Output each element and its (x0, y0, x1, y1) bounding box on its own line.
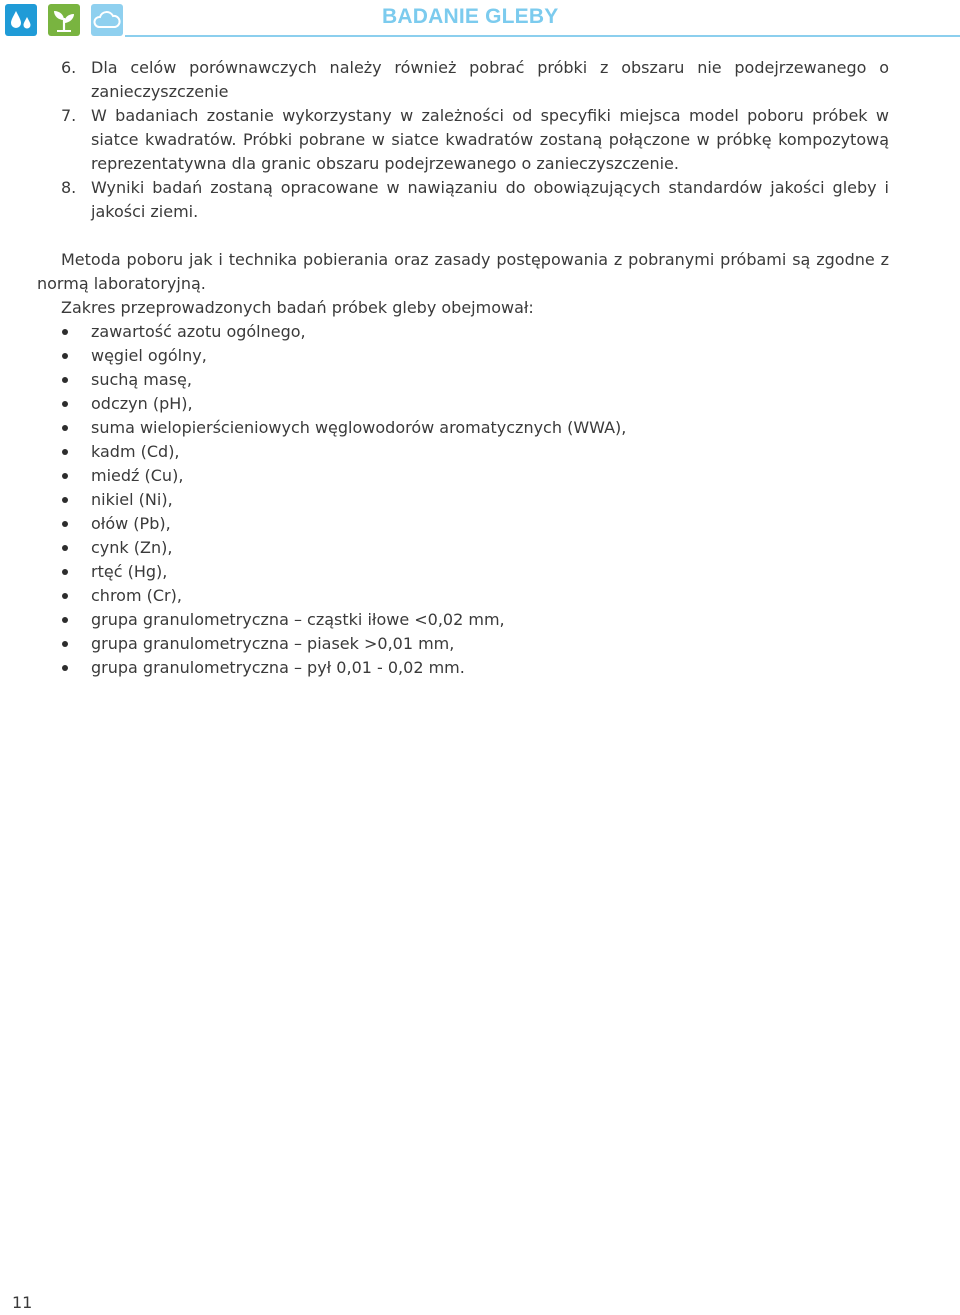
bullet-icon (62, 641, 68, 647)
list-item: odczyn (pH), (91, 394, 193, 413)
bullet-icon (62, 617, 68, 623)
list-item: kadm (Cd), (91, 442, 180, 461)
list-item: suchą masę, (91, 370, 192, 389)
header-divider (125, 35, 960, 37)
bullet-icon (62, 593, 68, 599)
list-number: 7. (61, 106, 77, 125)
list-number: 8. (61, 178, 77, 197)
list-item: grupa granulometryczna – piasek >0,01 mm, (91, 634, 455, 653)
water-drops-icon (5, 4, 37, 36)
paragraph-line: normą laboratoryjną. (37, 274, 206, 293)
bullet-icon (62, 329, 68, 335)
list-item-text: jakości ziemi. (91, 202, 199, 221)
bullet-icon (62, 353, 68, 359)
list-item: chrom (Cr), (91, 586, 182, 605)
list-item: zawartość azotu ogólnego, (91, 322, 306, 341)
bullet-icon (62, 665, 68, 671)
list-item: grupa granulometryczna – pył 0,01 - 0,02 mm. (91, 658, 465, 677)
list-item: nikiel (Ni), (91, 490, 173, 509)
list-item: węgiel ogólny, (91, 346, 207, 365)
list-item: cynk (Zn), (91, 538, 173, 557)
bullet-icon (62, 545, 68, 551)
list-item-text: Dla celów porównawczych należy również pobrać próbki z obszaru nie podejrzewanego o (91, 58, 889, 77)
list-item-text: reprezentatywna dla granic obszaru podejrzewanego o zanieczyszczenie. (91, 154, 679, 173)
bullet-icon (62, 569, 68, 575)
bullet-icon (62, 497, 68, 503)
paragraph-line: Metoda poboru jak i technika pobierania oraz zasady postępowania z pobranymi próbami są zgodne z (61, 250, 889, 269)
plant-sprout-icon (48, 4, 80, 36)
bullet-icon (62, 449, 68, 455)
bullet-icon (62, 401, 68, 407)
list-item-text: Wyniki badań zostaną opracowane w nawiązaniu do obowiązujących standardów jakości gleby i (91, 178, 889, 197)
list-item-text: W badaniach zostanie wykorzystany w zależności od specyfiki miejsca model poboru próbek w (91, 106, 889, 125)
page-header (0, 0, 960, 38)
list-item: suma wielopierścieniowych węglowodorów aromatycznych (WWA), (91, 418, 627, 437)
list-item: grupa granulometryczna – cząstki iłowe <0,02 mm, (91, 610, 505, 629)
list-number: 6. (61, 58, 77, 77)
page-number: 11 (12, 1293, 33, 1312)
bullet-icon (62, 425, 68, 431)
page-title: BADANIE GLEBY (382, 5, 559, 28)
list-item-text: siatce kwadratów. Próbki pobrane w siatce kwadratów zostaną połączone w próbkę kompozytową (91, 130, 889, 149)
list-item: miedź (Cu), (91, 466, 184, 485)
list-item-text: zanieczyszczenie (91, 82, 229, 101)
list-item: rtęć (Hg), (91, 562, 168, 581)
list-item: ołów (Pb), (91, 514, 171, 533)
bullet-icon (62, 377, 68, 383)
cloud-icon (91, 4, 123, 36)
bullet-icon (62, 473, 68, 479)
bullet-icon (62, 521, 68, 527)
scope-intro: Zakres przeprowadzonych badań próbek gleby obejmował: (61, 298, 534, 317)
